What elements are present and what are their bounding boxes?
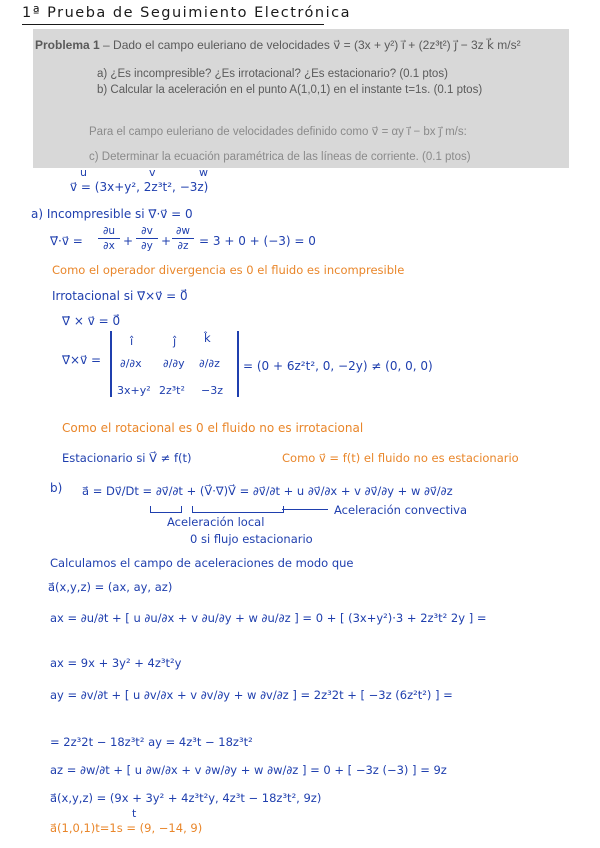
problem-heading [35,38,521,52]
divergence-result: = 3 + 0 + (−3) = 0 [199,234,316,248]
problem-statement [33,29,569,168]
part-b-label: b) [50,481,63,495]
curl-lhs: ∇⃗×v⃗ = [62,353,102,367]
det-dy: ∂/∂y [163,357,185,370]
problem-heading-text: – Dado el campo euleriano de velocidades v⃗ = (3x + y²) ı⃗ + (2z³t²) ȷ⃗ − 3z k⃗ m/s² [99,38,521,52]
div-frac-1-num: ∂u [102,225,116,237]
curl-zero: ∇⃗ × v⃗ = 0⃗ [62,314,121,328]
det-j: ȷ̂ [173,334,177,348]
az-equation: az = ∂w/∂t + [ u ∂w/∂x + v ∂w/∂y + w ∂w/∂z ] = 0 + [ −3z (−3) ] = 9z [50,763,447,777]
div-frac-3-num: ∂w [175,225,191,237]
problem-item-b: b) Calcular la aceleración en el punto A(1,0,1) en el instante t=1s. (0.1 ptos) [97,84,483,96]
stationary-comment: Como v⃗ = f(t) el fluido no es estacionario [282,451,519,465]
acceleration-final: a⃗(x,y,z) = (9x + 3y² + 4z³t²y, 4z³t − 18z³t², 9z) [50,791,322,805]
ax-result: ax = 9x + 3y² + 4z³t²y [50,656,182,670]
det-i: ı̂ [130,334,134,348]
div-frac-3-den: ∂z [177,240,189,252]
ay-equation: ay = ∂v/∂t + [ u ∂v/∂x + v ∂v/∂y + w ∂v/∂z ] = 2z³2t + [ −3z (6z²t²) ] = [50,688,453,702]
determinant-bar-right [237,331,239,397]
acceleration-final-subscript: t [132,807,137,820]
divergence-comment: Como el operador divergencia es 0 el fluido es incompresible [52,263,405,277]
curl-result: = (0 + 6z²t², 0, −2y) ≠ (0, 0, 0) [243,359,433,373]
div-plus-1: + [123,234,134,248]
problem-heading-bold: Problema 1 [35,38,100,52]
calc-intro: Calculamos el campo de aceleraciones de modo que [50,556,354,570]
div-frac-2-den: ∂y [141,240,153,252]
determinant-bar-left [110,331,112,397]
u-label: u [80,166,87,179]
det-u: 3x+y² [117,384,151,397]
det-dx: ∂/∂x [120,357,142,370]
det-k: k̂ [204,331,211,345]
problem-item-a: a) ¿Es incompresible? ¿Es irrotacional? ¿Es estacionario? (0.1 ptos) [97,68,448,80]
local-acceleration-label: Aceleración local [167,515,265,529]
problem-item-c: c) Determinar la ecuación paramétrica de las líneas de corriente. (0.1 ptos) [89,151,471,163]
w-label: w [199,166,208,179]
convective-bracket [192,506,284,513]
ax-equation: ax = ∂u/∂t + [ u ∂u/∂x + v ∂u/∂y + w ∂u/∂z ] = 0 + [ (3x+y²)·3 + 2z³t² 2y ] = [50,611,487,625]
div-frac-3 [172,225,194,252]
acceleration-components: a⃗(x,y,z) = (ax, ay, az) [48,580,173,594]
ay-result: = 2z³2t − 18z³t² ay = 4z³t − 18z³t² [50,735,253,749]
v-label: v [149,166,156,179]
velocity-definition: v⃗ = (3x+y², 2z³t², −3z) [70,180,209,194]
irrotational-heading: Irrotacional si ∇⃗×v⃗ = 0⃗ [52,289,188,303]
div-plus-2: + [161,234,172,248]
local-bracket [150,506,182,513]
div-frac-1-den: ∂x [103,240,115,252]
div-frac-2 [136,225,158,252]
acceleration-equation: a⃗ = Dv⃗/Dt = ∂v⃗/∂t + (V⃗·∇)V⃗ = ∂v⃗/∂t + u ∂v⃗/∂x + v ∂v⃗/∂y + w ∂v⃗/∂z [82,484,453,498]
title-underline [22,24,324,25]
det-w: −3z [201,384,223,397]
convective-arrow [282,509,328,510]
acceleration-at-point: a⃗(1,0,1)t=1s = (9, −14, 9) [50,821,203,835]
page-title: 1ª Prueba de Seguimiento Electrónica [22,5,351,21]
incompressible-heading: a) Incompresible si ∇⃗·v⃗ = 0 [31,207,193,221]
divergence-lhs: ∇⃗·v⃗ = [50,234,83,248]
convective-acceleration-label: Aceleración convectiva [334,503,468,517]
det-dz: ∂/∂z [199,357,220,370]
problem-paragraph: Para el campo euleriano de velocidades definido como v⃗ = αy ı⃗ − bx ȷ⃗ m/s: [89,126,467,138]
det-v: 2z³t² [159,384,185,397]
curl-comment: Como el rotacional es 0 el fluido no es irrotacional [62,421,364,435]
div-frac-1 [98,225,120,252]
stationary-heading: Estacionario si V⃗ ≠ f(t) [62,451,192,465]
local-zero-note: 0 si flujo estacionario [190,532,313,546]
div-frac-2-num: ∂v [141,225,153,237]
